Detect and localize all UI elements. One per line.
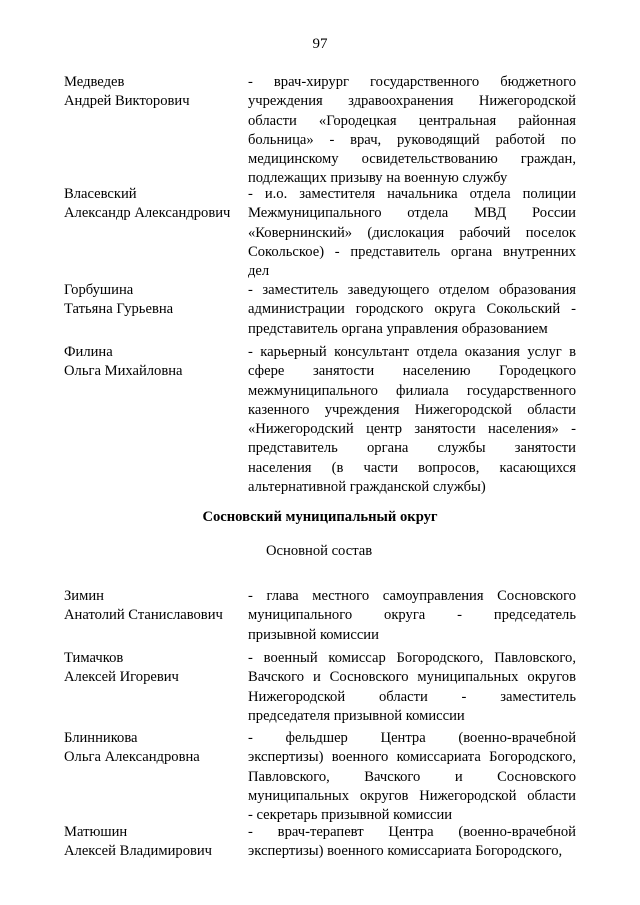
member-given-names: Татьяна Гурьевна bbox=[64, 301, 174, 318]
member-role-line: казенного учреждения Нижегородской области bbox=[248, 401, 576, 418]
member-surname: Блинникова bbox=[64, 730, 138, 746]
member-role-line: подлежащих призыву на военную службу bbox=[248, 170, 508, 187]
member-role bbox=[248, 729, 576, 825]
section-subtitle: Основной состав bbox=[266, 543, 373, 559]
member-name bbox=[64, 823, 248, 862]
member-given-names: Ольга Александровна bbox=[64, 749, 200, 766]
page-number: 97 bbox=[312, 36, 328, 52]
member-surname: Зимин bbox=[64, 588, 104, 604]
member-role-line: - и.о. заместителя начальника отдела полиции bbox=[248, 186, 576, 202]
member-surname: Тимачков bbox=[64, 650, 124, 666]
member-entry bbox=[64, 587, 576, 645]
member-role-line: населения (в части вопросов, касающихся bbox=[248, 459, 576, 476]
member-surname: Горбушина bbox=[64, 282, 134, 298]
member-name bbox=[64, 649, 248, 726]
member-surname: Матюшин bbox=[64, 824, 128, 840]
member-name bbox=[64, 185, 248, 281]
member-role-line: медицинскому освидетельствованию граждан, bbox=[248, 151, 576, 168]
member-role-line: «Ковернинский» (дислокация рабочий поселок bbox=[248, 224, 576, 241]
member-role-line: - врач-хирург государственного бюджетного bbox=[248, 74, 576, 90]
member-given-names: Алексей Игоревич bbox=[64, 669, 179, 686]
member-role bbox=[248, 185, 576, 281]
member-role-line: «Нижегородский центр занятости населения» - bbox=[248, 421, 576, 438]
member-role-line: - секретарь призывной комиссии bbox=[248, 807, 453, 824]
member-entry bbox=[64, 73, 576, 189]
member-name bbox=[64, 73, 248, 189]
member-surname: Власевский bbox=[64, 186, 137, 202]
member-role-line: дел bbox=[248, 263, 270, 280]
member-surname: Филина bbox=[64, 344, 113, 360]
member-entry bbox=[64, 185, 576, 281]
member-role-line: администрации городского округа Сокольский - bbox=[248, 301, 576, 318]
member-role-line: экспертизы) военного комиссариата Богородского, bbox=[248, 749, 576, 766]
member-given-names: Алексей Владимирович bbox=[64, 843, 213, 860]
member-role-line: сфере занятости населению Городецкого bbox=[248, 363, 576, 380]
member-role-line: учреждения здравоохранения Нижегородской bbox=[248, 93, 576, 110]
member-role-line: - врач-терапевт Центра (военно-врачебной bbox=[248, 824, 576, 840]
member-role-line: муниципального округа - председатель bbox=[248, 607, 576, 624]
member-entry bbox=[64, 343, 576, 497]
member-role-line: представитель органа управления образованием bbox=[248, 320, 548, 337]
member-role-line: председателя призывной комиссии bbox=[248, 707, 465, 724]
member-role-line: области «Городецкая центральная районная bbox=[248, 112, 576, 129]
member-role bbox=[248, 649, 576, 726]
member-given-names: Александр Александрович bbox=[64, 205, 231, 222]
member-role-line: - глава местного самоуправления Сосновского bbox=[248, 588, 576, 604]
member-role-line: Нижегородской области - заместитель bbox=[248, 688, 576, 705]
member-surname: Медведев bbox=[64, 74, 125, 90]
member-name bbox=[64, 343, 248, 497]
member-role bbox=[248, 587, 576, 645]
member-role-line: - военный комиссар Богородского, Павловского, bbox=[248, 650, 576, 666]
member-name bbox=[64, 587, 248, 645]
member-entry bbox=[64, 281, 576, 339]
member-role-line: больница» - врач, руководящий работой по bbox=[248, 131, 576, 148]
member-role-line: - карьерный консультант отдела оказания услуг в bbox=[248, 344, 576, 360]
member-entry bbox=[64, 649, 576, 726]
member-role-line: - заместитель заведующего отделом образования bbox=[248, 282, 576, 298]
member-role bbox=[248, 73, 576, 189]
member-role-line: призывной комиссии bbox=[248, 626, 379, 643]
member-role-line: межмуниципального филиала государственного bbox=[248, 382, 576, 399]
section-title: Сосновский муниципальный округ bbox=[202, 509, 438, 525]
member-name bbox=[64, 729, 248, 825]
member-given-names: Андрей Викторович bbox=[64, 93, 190, 110]
member-given-names: Анатолий Станиславович bbox=[64, 607, 223, 624]
member-role-line: экспертизы) военного комиссариата Богородского, bbox=[248, 843, 563, 860]
member-role-line: Вачского и Сосновского муниципальных округов bbox=[248, 669, 576, 686]
member-role-line: представитель органа службы занятости bbox=[248, 440, 576, 457]
member-role-line: Межмуниципального отдела МВД России bbox=[248, 205, 576, 222]
member-name bbox=[64, 281, 248, 339]
member-role-line: альтернативной гражданской службы) bbox=[248, 479, 486, 496]
member-given-names: Ольга Михайловна bbox=[64, 363, 183, 380]
member-role bbox=[248, 823, 576, 862]
member-entry bbox=[64, 729, 576, 825]
member-role-line: - фельдшер Центра (военно-врачебной bbox=[248, 730, 576, 746]
member-role-line: муниципальных округов Нижегородской области bbox=[248, 787, 576, 804]
member-entry bbox=[64, 823, 576, 862]
member-role-line: Павловского, Вачского и Сосновского bbox=[248, 768, 576, 785]
member-role bbox=[248, 281, 576, 339]
member-role bbox=[248, 343, 576, 497]
member-role-line: Сокольское) - представитель органа внутренних bbox=[248, 243, 576, 260]
